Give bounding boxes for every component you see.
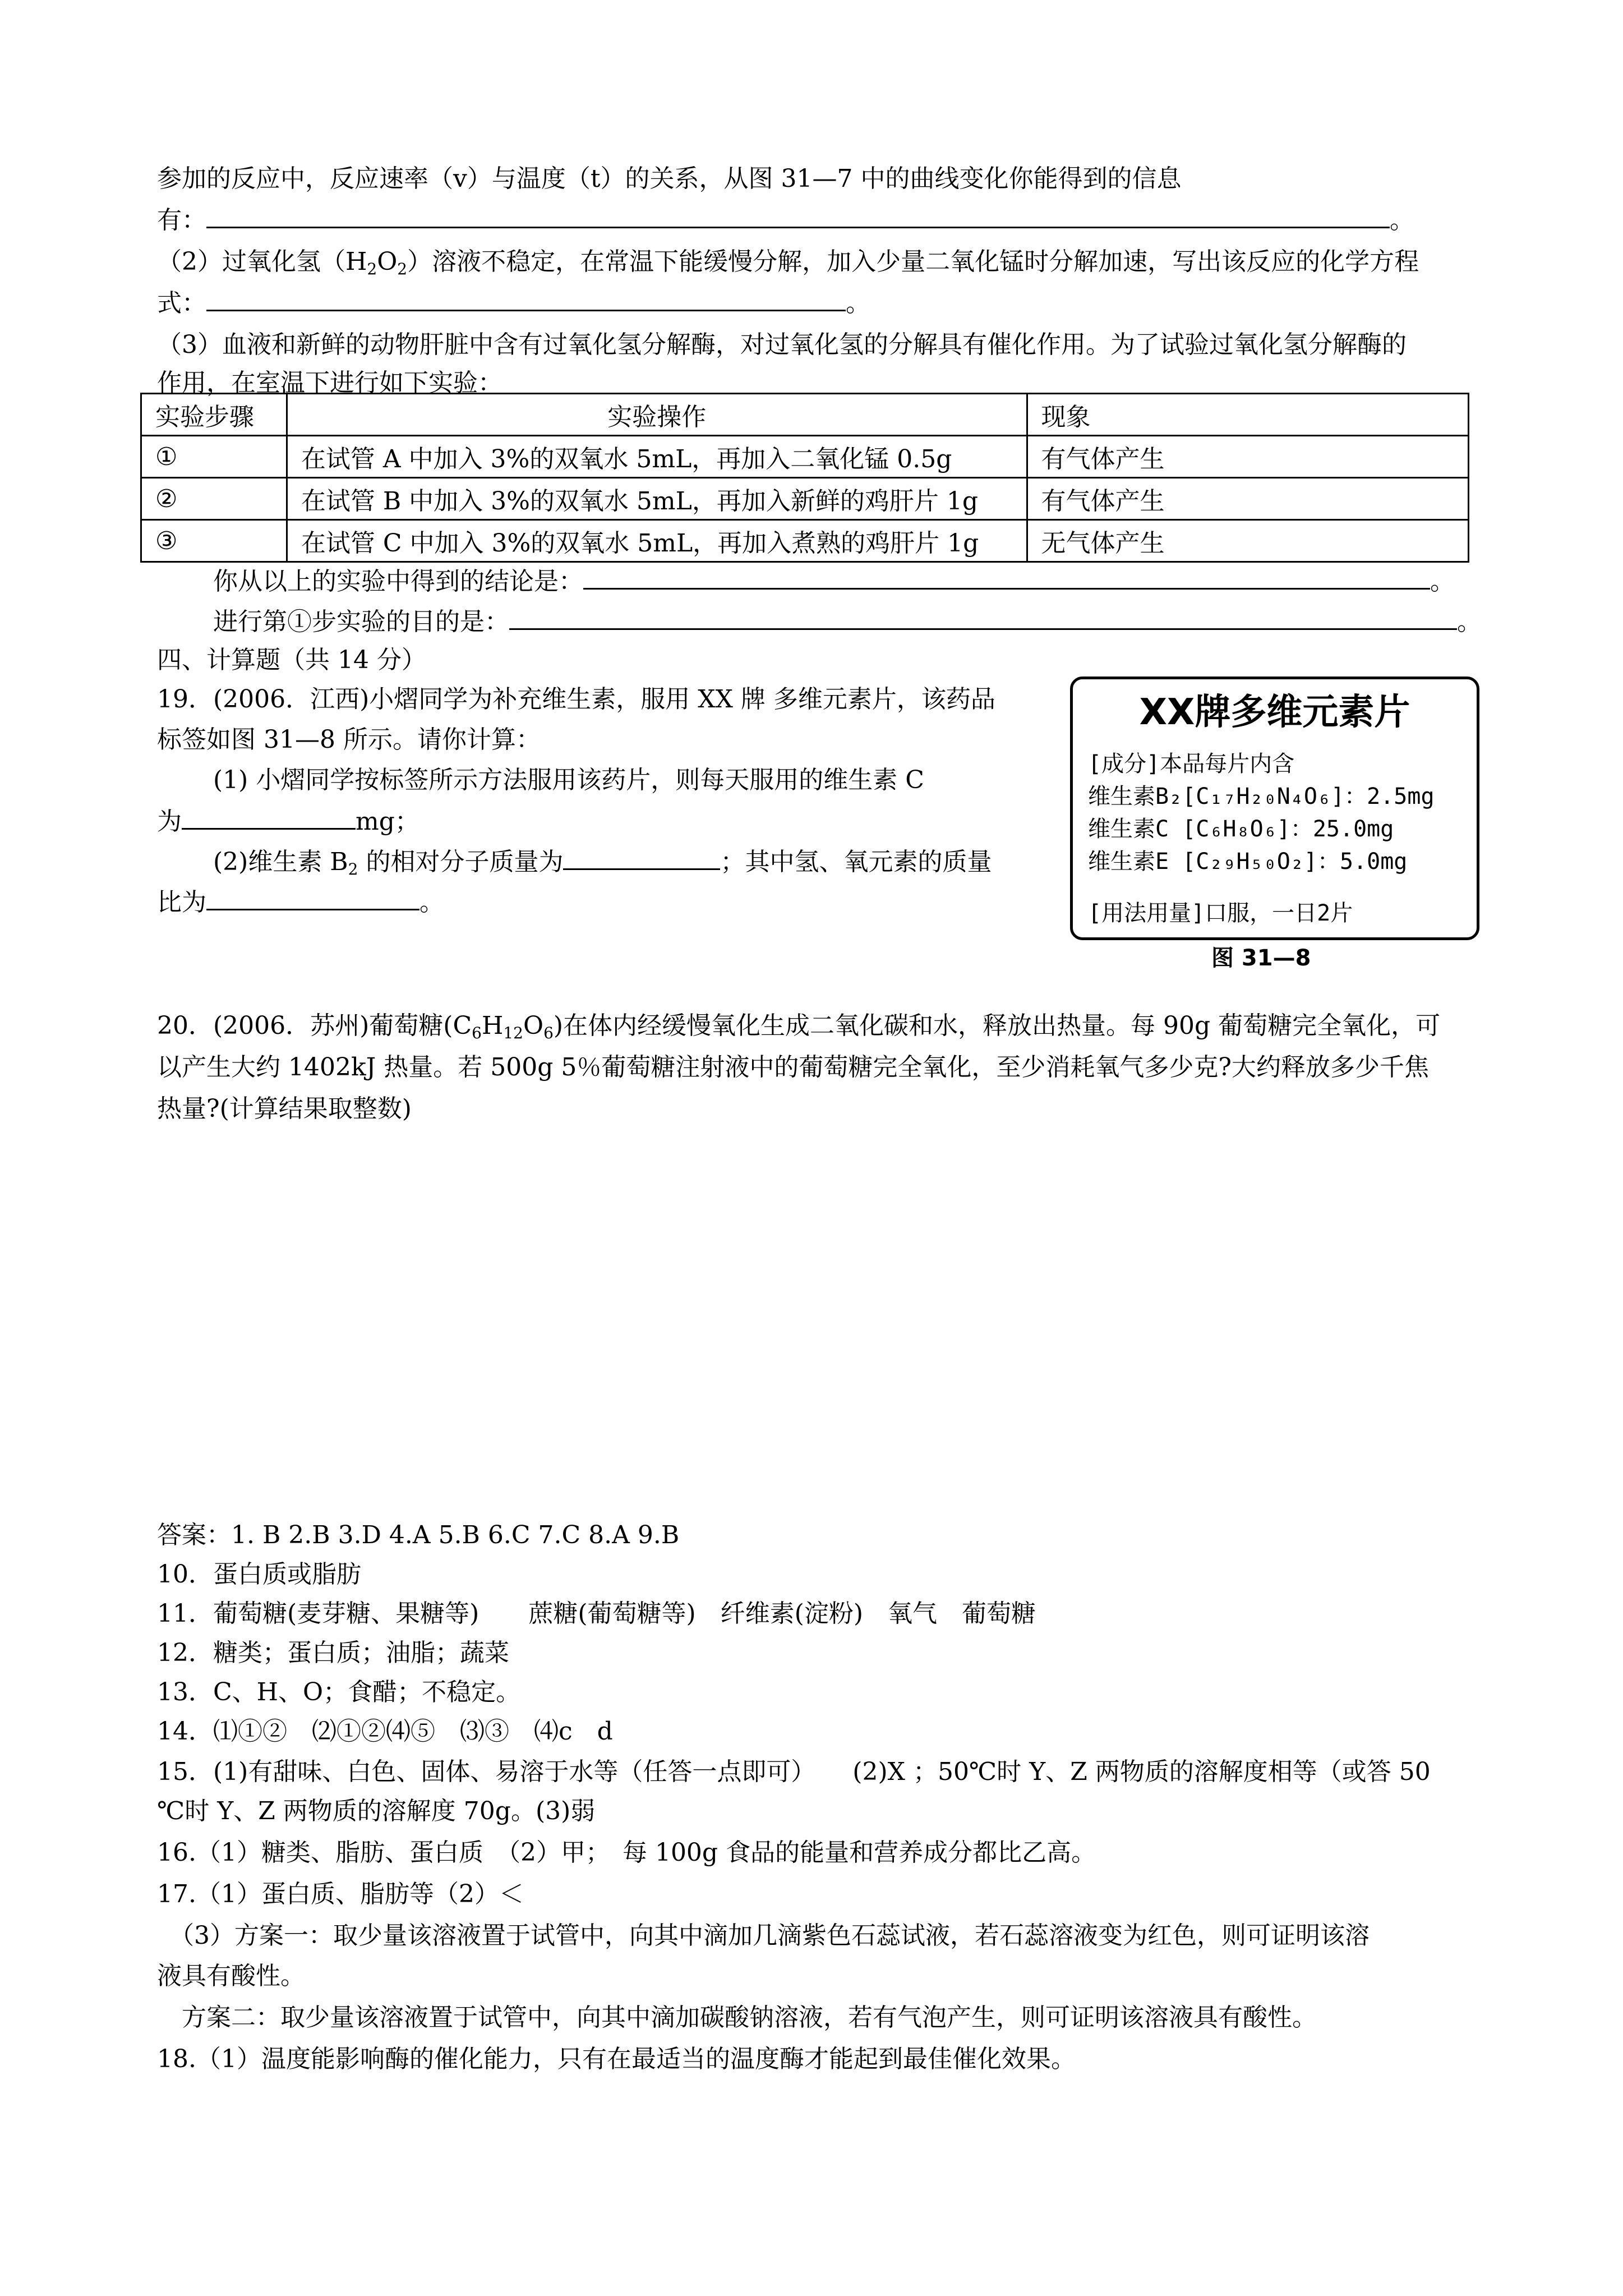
header-step: 实验步骤: [141, 394, 287, 436]
intro-line-2-end: 。: [1390, 206, 1414, 234]
answer-blank[interactable]: [206, 889, 419, 910]
answer-line: 12．糖类；蛋白质；油脂；蔬菜: [157, 1639, 509, 1667]
purpose-end: 。: [1457, 608, 1482, 636]
row-step: ②: [141, 478, 287, 520]
answer-blank[interactable]: [206, 289, 846, 311]
row-result: 有气体产生: [1027, 436, 1468, 478]
answer-line: 10．蛋白质或脂肪: [157, 1560, 361, 1589]
answer-line: 液具有酸性。: [157, 1962, 305, 1990]
intro-line-2-prefix: 有：: [157, 206, 206, 234]
q2-text-b: ）溶液不稳定，在常温下能缓慢分解，加入少量二氧化锰时分解加速，写出该反应的化学方程: [407, 247, 1419, 276]
question-20-line-3: 热量?(计算结果取整数): [157, 1094, 412, 1123]
row-operation: 在试管 C 中加入 3%的双氧水 5mL，再加入煮熟的鸡肝片 1g: [287, 520, 1027, 562]
table-row: [141, 520, 1469, 562]
q19-line5-a: (2)维生素 B: [213, 848, 348, 876]
row-result: 无气体产生: [1027, 520, 1468, 562]
question-3-line-1: （3）血液和新鲜的动物肝脏中含有过氧化氢分解酶，对过氧化氢的分解具有催化作用。为了试验过氧化氢分解酶的: [157, 330, 1407, 359]
q19-line5-c: ；其中氢、氧元素的质量: [720, 848, 992, 876]
q19-line6-prefix: 比为: [157, 888, 206, 917]
q19-line4-suffix: mg；: [356, 807, 419, 836]
intro-line-2: [157, 200, 1414, 236]
question-20-line-2: 以产生大约 1402kJ 热量。若 500g 5％葡萄糖注射液中的葡萄糖完全氧化，至少消耗氧气多少克?大约释放多少千焦: [157, 1053, 1429, 1082]
q20-sub: 12: [503, 1024, 523, 1042]
row-step: ①: [141, 436, 287, 478]
q20-sub: 6: [472, 1024, 482, 1042]
answer-line: 17.（1）蛋白质、脂肪等（2）＜: [157, 1880, 524, 1908]
q2-sub-2: 2: [397, 260, 408, 278]
q2-line2-end: 。: [846, 289, 870, 318]
q20-text-a: 20．(2006．苏州)葡萄糖(C: [157, 1011, 472, 1040]
answer-line: 15．(1)有甜味、白色、固体、易溶于水等（任答一点即可） (2)X ；50℃时 Y、Z 两物质的溶解度相等（或答 50: [157, 1757, 1431, 1786]
answer-blank[interactable]: [182, 808, 356, 830]
row-operation: 在试管 B 中加入 3%的双氧水 5mL，再加入新鲜的鸡肝片 1g: [287, 478, 1027, 520]
q19-line5-sub: 2: [348, 860, 358, 878]
question-19-line-5: [213, 841, 992, 877]
answer-blank[interactable]: [206, 206, 1390, 228]
answer-line: 11．葡萄糖(麦芽糖、果糖等) 蔗糖(葡萄糖等) 纤维素(淀粉) 氧气 葡萄糖: [157, 1599, 1036, 1628]
answer-line: 答案：1. B 2.B 3.D 4.A 5.B 6.C 7.C 8.A 9.B: [157, 1521, 680, 1549]
question-2-line-1: [157, 241, 1419, 277]
question-20-line-1: [157, 1005, 1440, 1041]
answer-line: ℃时 Y、Z 两物质的溶解度 70g。(3)弱: [157, 1797, 596, 1825]
answer-line: 13．C、H、O；食醋；不稳定。: [157, 1678, 521, 1706]
question-2-line-2: [157, 283, 870, 319]
q20-mid: H: [481, 1011, 504, 1040]
answer-line: （3）方案一：取少量该溶液置于试管中，向其中滴加几滴紫色石蕊试液，若石蕊溶液变为红色，则可证明该溶: [157, 1921, 1370, 1950]
conclusion-end: 。: [1430, 567, 1455, 596]
experiment-table: [140, 393, 1469, 563]
row-result: 有气体产生: [1027, 478, 1468, 520]
table-row: [141, 436, 1469, 478]
answer-line: 16.（1）糖类、脂肪、蛋白质 （2）甲； 每 100g 食品的能量和营养成分都比乙高。: [157, 1838, 1096, 1867]
q20-sub: 6: [543, 1024, 554, 1042]
answer-line: 14．⑴①② ⑵①②⑷⑤ ⑶③ ⑷c d: [157, 1717, 613, 1746]
question-19-line-6: [157, 882, 444, 918]
answer-blank[interactable]: [509, 608, 1457, 630]
label-vitamin-e: 维生素E [C₂₉H₅₀O₂]：5.0mg: [1088, 849, 1408, 875]
answer-blank[interactable]: [563, 848, 720, 870]
table-row: [141, 478, 1469, 520]
q2-text-a: （2）过氧化氢（H: [157, 247, 367, 276]
purpose-prompt: 进行第①步实验的目的是：: [213, 608, 509, 636]
q2-mid: O: [377, 247, 398, 276]
label-title: XX牌多维元素片: [1139, 692, 1410, 733]
q20-text-b: )在体内经缓慢氧化生成二氧化碳和水，释放出热量。每 90g 葡萄糖完全氧化，可: [553, 1011, 1441, 1040]
header-result: 现象: [1027, 394, 1468, 436]
question-19-line-3: (1) 小熠同学按标签所示方法服用该药片，则每天服用的维生素 C: [213, 766, 924, 794]
figure-caption: 图 31—8: [1211, 945, 1311, 971]
conclusion-line-1: [213, 561, 1455, 597]
row-operation: 在试管 A 中加入 3%的双氧水 5mL，再加入二氧化锰 0.5g: [287, 436, 1027, 478]
header-operation: 实验操作: [287, 394, 1027, 436]
answer-blank[interactable]: [583, 568, 1430, 590]
conclusion-prompt: 你从以上的实验中得到的结论是：: [213, 567, 583, 596]
q2-sub-1: 2: [367, 260, 377, 278]
question-19-line-2: 标签如图 31—8 所示。请你计算：: [157, 725, 541, 754]
q2-line2-prefix: 式：: [157, 289, 206, 318]
question-19-line-1: 19．(2006．江西)小熠同学为补充维生素，服用 XX 牌 多维元素片，该药品: [157, 685, 995, 714]
q20-mid: O: [523, 1011, 544, 1040]
table-header-row: [141, 394, 1469, 436]
q19-line6-suffix: 。: [419, 888, 444, 917]
row-step: ③: [141, 520, 287, 562]
label-vitamin-b2: 维生素B₂[C₁₇H₂₀N₄O₆]：2.5mg: [1088, 784, 1435, 809]
section-heading: 四、计算题（共 14 分）: [157, 646, 426, 674]
label-vitamin-c: 维生素C [C₆H₈O₆]：25.0mg: [1088, 816, 1394, 842]
q19-line4-prefix: 为: [157, 807, 182, 836]
intro-line-1: 参加的反应中，反应速率（v）与温度（t）的关系，从图 31—7 中的曲线变化你能得到的信息: [157, 164, 1182, 193]
question-3-line-2: 作用，在室温下进行如下实验：: [157, 369, 502, 397]
question-19-line-4: [157, 801, 419, 837]
answer-line: 方案二：取少量该溶液置于试管中，向其中滴加碳酸钠溶液，若有气泡产生，则可证明该溶液具有酸性。: [157, 2003, 1317, 2032]
q19-line5-b: 的相对分子质量为: [358, 848, 564, 876]
label-usage: [用法用量]口服，一日2片: [1088, 900, 1353, 926]
label-ingredients-head: [成分]本品每片内含: [1088, 751, 1295, 777]
answer-line: 18.（1）温度能影响酶的催化能力，只有在最适当的温度酶才能起到最佳催化效果。: [157, 2045, 1076, 2073]
conclusion-line-2: [213, 601, 1482, 637]
